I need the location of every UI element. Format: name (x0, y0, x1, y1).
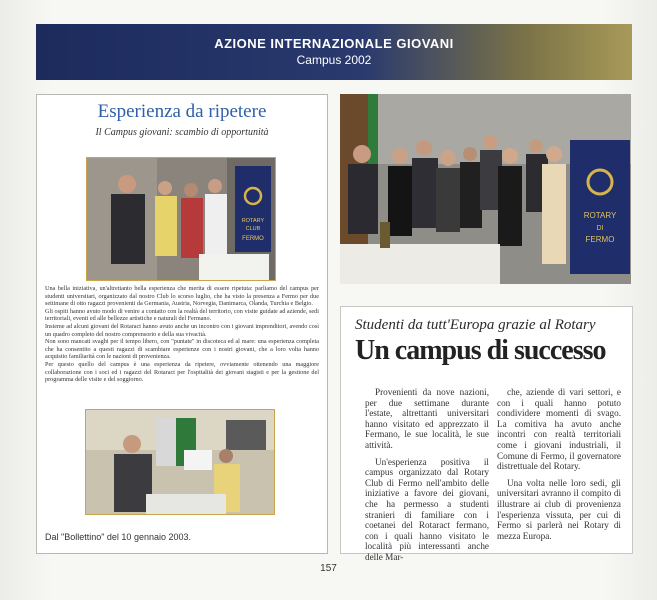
article-kicker: Studenti da tutt'Europa grazie al Rotary (355, 317, 596, 333)
banner-word-2: CLUB (245, 226, 261, 232)
photo-caption: Dal "Bollettino" del 10 gennaio 2003. (45, 532, 191, 542)
body-paragraph: Per questo quello del campus è una esperienza da ripetere, ovviamente ottenendo una maggiore collaborazione con i soci ed i ragazzi del Rotaract per l'ospitalità dei giovani stagisti e per la gestione del programma delle visite e del soggiorno. (45, 360, 319, 384)
photo-illustration (87, 158, 275, 280)
article-subheading: Il Campus giovani: scambio di opportunità (95, 127, 269, 138)
body-paragraph: Insieme ad alcuni giovani del Rotaract hanno avuto anche un incontro con i giovani imprenditori, avendo così un quadro completo del nostro comprensorio e della sua vivacità. (45, 322, 319, 338)
article-column-2 (497, 387, 621, 547)
column-paragraph: Una volta nelle loro sedi, gli universitari avranno il compito di illustrare ai club di provenienza l'esperienza vissuta, per cui di Fermo si parlerà nei Rotary di mezza Europa. (497, 477, 621, 541)
page-number: 157 (320, 563, 337, 574)
photo-group (340, 94, 631, 284)
body-paragraph: Una bella iniziativa, un'altrettanto bella esperienza che merita di essere ripetuta: parliamo del campus per studenti universitari, organizzato dal nostro Club lo scorso luglio, che ha visto la presenza a Fermo per due settimane di otto ragazzi provenienti da Germania, Austria, Norvegia, Danimarca, Olanda, Turchia e Belgio. (45, 285, 319, 308)
column-paragraph: che, aziende di vari settori, e con i quali hanno potuto condividere momenti di svago. La comitiva ha avuto anche incontri con realtà territoriali come i giovani industriali, il Comune di Fermo, il governatore distrettuale del Rotary. (497, 387, 621, 472)
section-banner (36, 24, 632, 80)
banner-word-2: DI (596, 225, 604, 232)
banner-title: AZIONE INTERNAZIONALE GIOVANI (214, 36, 454, 51)
left-article (36, 94, 328, 554)
photo-illustration (340, 94, 631, 284)
photo-illustration (86, 410, 274, 514)
body-paragraph: Non sono mancati svaghi per il tempo libero, con "puntate" in discoteca ed al mare: una esperienza completa che ha consentito a questi ragazzi di scambiare esperienze con i nostri giovani, che a loro volta hanno acquisito familiarità con le nazioni di provenienza. (45, 338, 319, 361)
column-paragraph: Provenienti da nove nazioni, per due settimane durante l'estate, altrettanti universitari hanno visitato ed apprezzato il Fermano, le sue località, le sue attività. (365, 387, 489, 450)
article-column-1 (365, 387, 489, 569)
right-article (340, 306, 633, 562)
banner-word-1: ROTARY (583, 211, 617, 220)
article-body (45, 285, 319, 384)
banner-word-1: ROTARY (241, 218, 265, 224)
body-paragraph: Gli ospiti hanno avuto modo di venire a contatto con la realtà del territorio, con visite guidate ad aziende, sedi territoriali, eventi ed alle bellezze artistiche e naturali del Fermano. (45, 307, 319, 323)
banner-subtitle: Campus 2002 (296, 53, 372, 67)
photo-award-ceremony (86, 157, 276, 281)
column-paragraph: Un'esperienza positiva il campus organizzato dal Rotary Club di Fermo nell'ambito delle iniziative a favore dei giovani, che ha permesso a studenti stranieri di familiare con i coetanei del Rotaract fermano, con i quali hanno visitato le località più interessanti anche delle Mar- (365, 456, 489, 562)
photo-handshake (85, 409, 275, 515)
article-heading: Esperienza da ripetere (97, 101, 267, 122)
banner-word-3: FERMO (585, 235, 615, 244)
article-title: Un campus di successo (355, 335, 606, 366)
banner-word-3: FERMO (242, 236, 264, 242)
